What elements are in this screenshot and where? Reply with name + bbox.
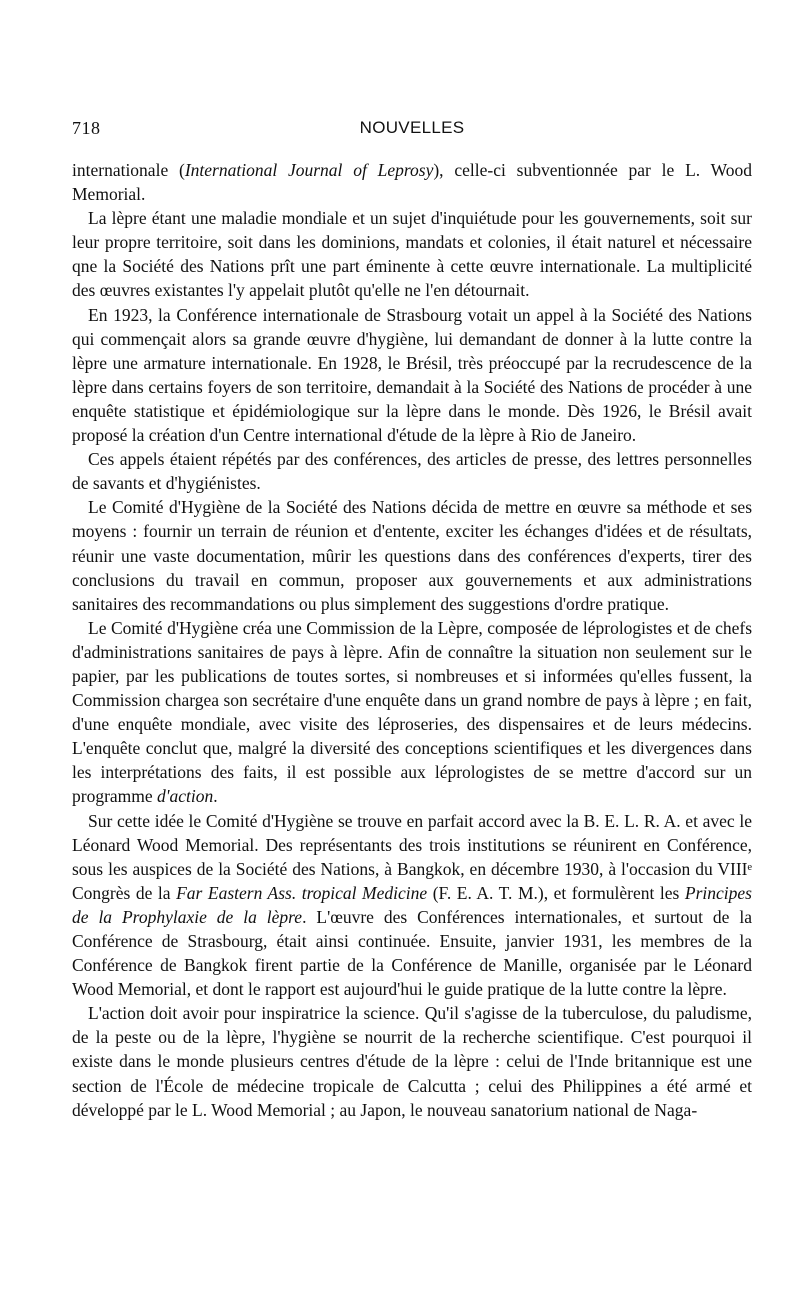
text-run: internationale (: [72, 160, 185, 180]
italic-text: d'action: [157, 786, 214, 807]
paragraph: [72, 1001, 752, 1121]
paragraph: [72, 495, 752, 615]
section-title: NOUVELLES: [359, 118, 465, 137]
paragraph: [72, 809, 752, 1002]
running-head: [72, 118, 752, 144]
text-run: L'action doit avoir pour inspiratrice la science. Qu'il s'agisse de la tuberculose, du paludisme, de la peste ou de la lèpre, l'hygiène se nourrit de la recherche scientifique. C'est pourquoi il existe dans le monde plusieurs centres d'étude de la lèpre : celui de l'Inde britannique est une section de l'École de médecine tropicale de Calcutta ; celui des Philippines a été armé et développé par le L. Wood Memorial ; au Japon, le nouveau sanatorium national de Naga-: [72, 1003, 752, 1120]
page-number: 718: [72, 118, 101, 138]
paragraph: [72, 447, 752, 495]
text-run: La lèpre étant une maladie mondiale et un sujet d'inquiétude pour les gouvernements, soit sur leur propre territoire, soit dans les dominions, mandats et colonies, il était naturel et nécessaire qne la Société des Nations prît une part éminente à cette œuvre internationale. La multiplicité des œuvres existantes l'y appelait plutôt qu'elle ne l'en détournait.: [72, 208, 752, 301]
text-run: Sur cette idée le Comité d'Hygiène se trouve en parfait accord avec la B. E. L. R. A. et avec le Léonard Wood Memorial. Des représentants des trois institutions se réunirent en Conférence, sous les auspices de la Société des Nations, à Bangkok, en décembre 1930, à l'occasion du VIIIᵉ Congrès de la: [72, 810, 752, 903]
italic-text: Far Eastern Ass. tropical Medicine: [176, 882, 428, 903]
italic-text: Principes de la Prophylaxie de la lèpre: [72, 882, 752, 927]
text-run: .: [213, 786, 218, 807]
italic-text: International Journal of Leprosy: [184, 160, 434, 180]
text-run: Le Comité d'Hygiène de la Société des Nations décida de mettre en œuvre sa méthode et ses moyens : fournir un terrain de réunion et d'entente, exciter les échanges d'idées et de résultats, réunir une vaste documentation, mûrir les questions dans des conférences d'experts, tirer des conclusions du travail en commun, proposer aux gouvernements et aux administrations sanitaires des recommandations ou plus simplement des suggestions d'ordre pratique.: [72, 497, 752, 614]
paragraph: [72, 616, 752, 809]
paragraph: [72, 158, 752, 206]
text-run: Ces appels étaient répétés par des conférences, des articles de presse, des lettres personnelles de savants et d'hygiénistes.: [72, 449, 752, 494]
paragraph: [72, 206, 752, 302]
text-run: . L'œuvre des Conférences internationales, et surtout de la Conférence de Strasbourg, était ainsi continuée. Ensuite, janvier 1931, les membres de la Conférence de Bangkok firent partie de la Conférence de Manille, organisée par le Léonard Wood Memorial, et dont le rapport est aujourd'hui le guide pratique de la lutte contre la lèpre.: [72, 906, 752, 1000]
paragraph: [72, 303, 752, 448]
text-run: Le Comité d'Hygiène créa une Commission de la Lèpre, composée de léprologistes et de chefs d'administrations sanitaires de pays à lèpre. Afin de connaître la situation non seulement sur le papier, par les publications de toutes sortes, si nombreuses et si informées qu'elles fussent, la Commission chargea son secrétaire d'une enquête dans un grand nombre de pays à lèpre ; en fait, d'une enquête mondiale, avec visite des léproseries, des dispensaires et de leurs médecins. L'enquête conclut que, malgré la diversité des conceptions scientifiques et les divergences dans les interprétations des faits, il est possible aux léprologistes de se mettre d'accord sur un programme: [72, 617, 752, 807]
text-run: ), celle-ci subventionnée par le L. Wood Memorial.: [72, 160, 752, 205]
text-run: En 1923, la Conférence internationale de Strasbourg votait un appel à la Société des Nations qui commençait alors sa grande œuvre d'hygiène, lui demandant de donner à la lutte contre la lèpre une armature internationale. En 1928, le Brésil, très préoccupé par la recrudescence de la lèpre dans certains foyers de son territoire, demandait à la Société des Nations de procéder à une enquête statistique et épidémiologique sur la lèpre dans le monde. Dès 1926, le Brésil avait proposé la création d'un Centre international d'étude de la lèpre à Rio de Janeiro.: [72, 304, 752, 446]
text-run: (F. E. A. T. M.), et formulèrent les: [427, 882, 685, 903]
body-text: [72, 158, 752, 1122]
